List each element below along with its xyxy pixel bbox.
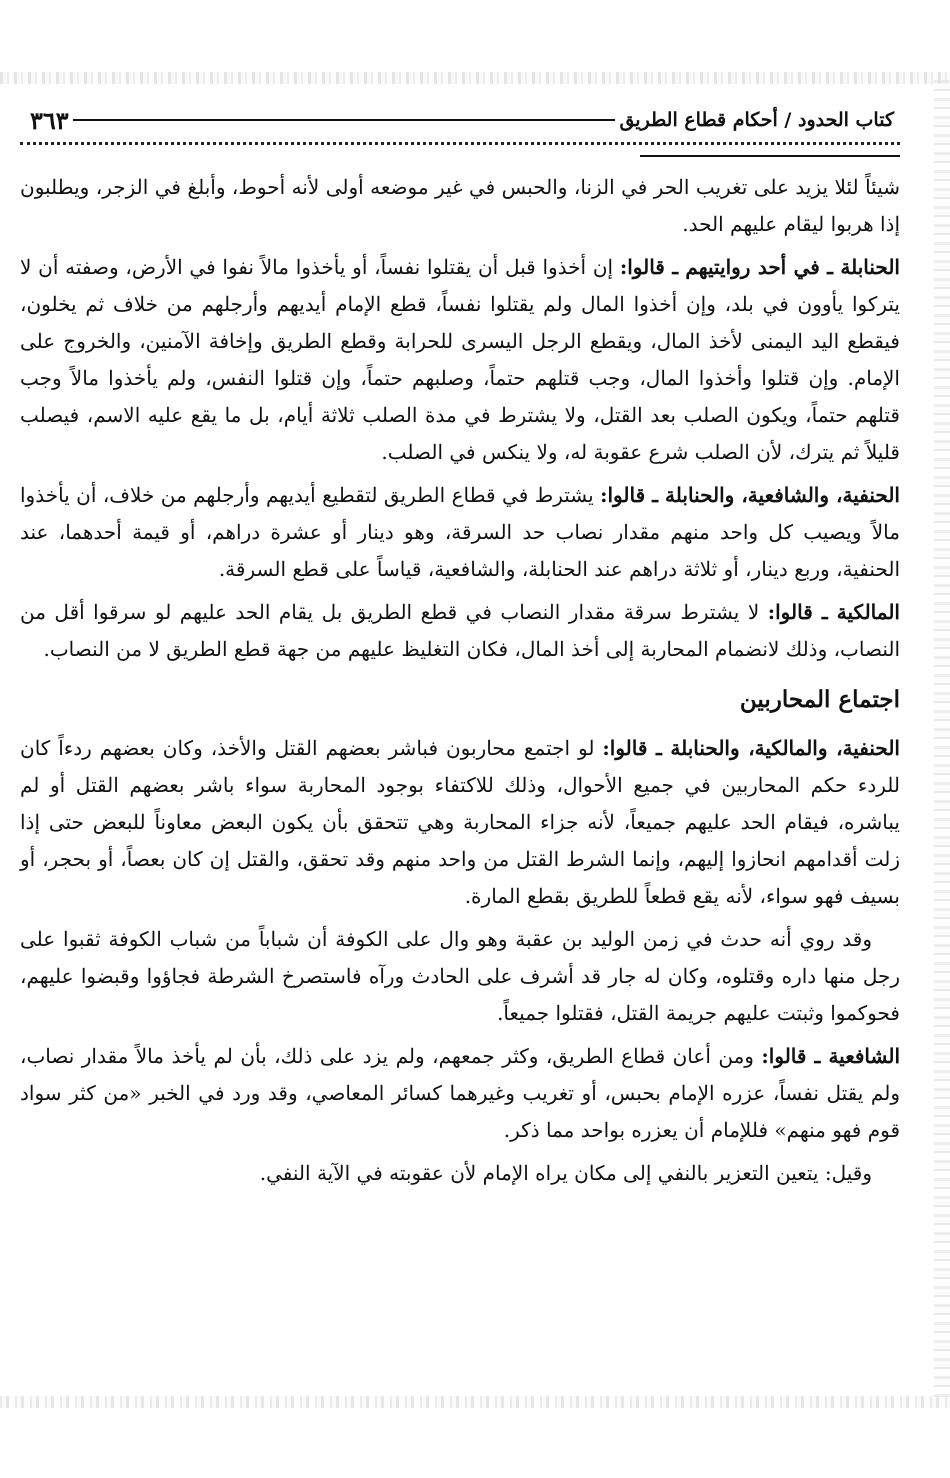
paragraph-lead: الشافعية ـ قالوا: xyxy=(761,1044,901,1068)
paragraph-lead: المالكية ـ قالوا: xyxy=(767,600,900,624)
scan-edge-bottom xyxy=(0,1396,950,1408)
scan-edge-top xyxy=(0,72,950,84)
paragraph xyxy=(20,169,900,243)
short-rule xyxy=(640,155,900,157)
paragraph-lead: الحنفية، والشافعية، والحنابلة ـ قالوا: xyxy=(600,483,900,507)
paragraph-text: إن أخذوا قبل أن يقتلوا نفساً، أو يأخذوا مالاً نفوا في الأرض، وصفته أن لا يتركوا يأوون في بلد، وإن أخذوا المال ولم يقتلوا نفساً، قطع الإمام أيديهم وأرجلهم من خلاف ثم يخلون، فيقطع اليد اليمنى لأخذ المال، ويقطع الرجل اليسرى للحرابة وقطع الطريق وإخافة الآمنين، والخروج على الإمام. وإن قتلوا وأخذوا المال، وجب قتلهم حتماً، وصلبهم حتماً، وإن قتلوا النفس، ولم يأخذوا مالاً وجب قتلهم حتماً، ويكون الصلب بعد القتل، ولا يشترط في مدة الصلب ثلاثة أيام، بل ما يقع عليه الاسم، فيصلب قليلاً ثم يترك، لأن الصلب شرع عقوبة له، ولا ينكس في الصلب. xyxy=(20,255,900,464)
paragraph xyxy=(20,921,900,1032)
paragraph-text: لو اجتمع محاربون فباشر بعضهم القتل والأخذ، وكان بعضهم ردءاً كان للردء حكم المحاربين في جميع الأحوال، وذلك للاكتفاء بوجود المحاربة سواء باشر بعضهم القتل أو لم يباشره، فيقام الحد عليهم جميعاً، لأنه جزاء المحاربة وهي تتحقق بأن يكون البعض معاوناً للبعض حتى إذا زلت أقدامهم انحازوا إليهم، وإنما الشرط القتل من واحد منهم وقد تحقق، والقتل إن كان بعصاً، أو بحجر، أو بسيف فهو سواء، لأنه يقع قطعاً للطريق بقطع المارة. xyxy=(20,736,900,908)
dotted-separator xyxy=(20,142,900,161)
paragraph-lead: الحنابلة ـ في أحد روايتيهم ـ قالوا: xyxy=(619,255,900,279)
paragraph xyxy=(20,1038,900,1149)
paragraph-text: لا يشترط سرقة مقدار النصاب في قطع الطريق بل يقام الحد عليهم لو سرقوا أقل من النصاب، وذلك لانضمام المحاربة إلى أخذ المال، فكان التغليظ عليهم من جهة قطع الطريق لا من النصاب. xyxy=(20,600,900,661)
paragraph-text: شيئاً لئلا يزيد على تغريب الحر في الزنا، والحبس في غير موضعه أولى لأنه أحوط، وأبلغ في الزجر، ويطلبون إذا هربوا ليقام عليهم الحد. xyxy=(20,175,900,236)
paragraph-text: ومن أعان قطاع الطريق، وكثر جمعهم، ولم يزد على ذلك، بأن لم يأخذ مالاً مقدار نصاب، ولم يقتل نفساً، عزره الإمام بحبس، أو تغريب وغيرهما كسائر المعاصي، وقد ورد في الخبر «من كثر سواد قوم فهو منهم» فللإمام أن يعزره بواحد مما ذكر. xyxy=(20,1044,900,1142)
paragraph-text: يشترط في قطاع الطريق لتقطيع أيديهم وأرجلهم من خلاف، أن يأخذوا مالاً ويصيب كل واحد منهم مقدار نصاب حد السرقة، وهو دينار أو عشرة دراهم، أو قيمة أحدهما، عند الحنفية، وربع دينار، أو ثلاثة دراهم عند الحنابلة، والشافعية، قياساً على قطع السرقة. xyxy=(20,483,900,581)
paragraph-text: وقد روي أنه حدث في زمن الوليد بن عقبة وهو وال على الكوفة أن شباباً من شباب الكوفة ثقبوا على رجل منها داره وقتلوه، وكان له جار قد أشرف على الحادث ورآه فاستصرخ الشرطة فجاؤوا وقبضوا عليهم، فحوكموا وثبتت عليهم جريمة القتل، فقتلوا جميعاً. xyxy=(20,927,900,1025)
paragraph xyxy=(20,594,900,668)
running-head xyxy=(20,98,900,142)
book-page xyxy=(20,98,900,1198)
paragraph-text: وقيل: يتعين التعزير بالنفي إلى مكان يراه الإمام لأن عقوبته في الآية النفي. xyxy=(259,1161,872,1185)
page-number: ٣٦٣ xyxy=(30,105,69,135)
paragraph xyxy=(20,730,900,915)
paragraph-lead: الحنفية، والمالكية، والحنابلة ـ قالوا: xyxy=(602,736,900,760)
body-text xyxy=(20,169,900,1192)
paragraph xyxy=(20,1155,900,1192)
scan-edge-right xyxy=(934,80,950,1398)
section-title: اجتماع المحاربين xyxy=(739,686,900,713)
running-head-title: كتاب الحدود / أحكام قطاع الطريق xyxy=(619,109,894,131)
paragraph xyxy=(20,249,900,471)
running-head-rule xyxy=(73,119,616,121)
paragraph xyxy=(20,477,900,588)
